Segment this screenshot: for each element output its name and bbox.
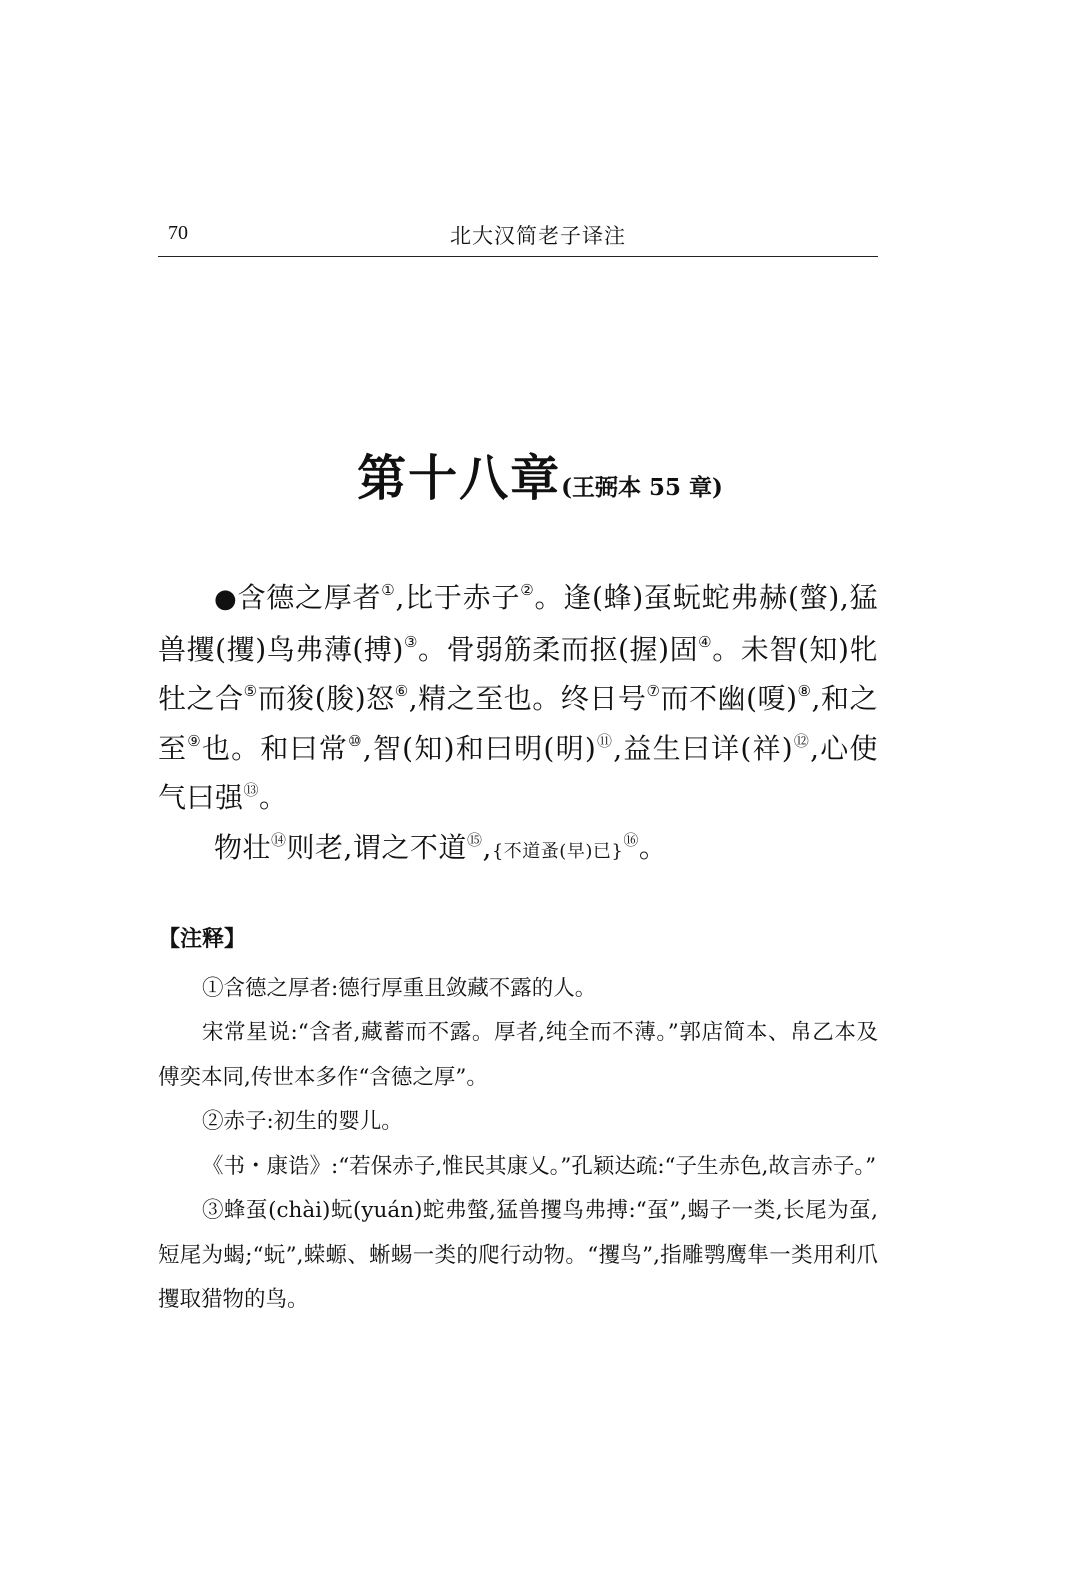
bracketed-insertion: {不道蚤(早)已} bbox=[491, 840, 624, 862]
footnote-marker[interactable]: ⑭ bbox=[271, 830, 287, 849]
footnote-marker[interactable]: ③ bbox=[403, 632, 419, 651]
annotations-heading: 【注释】 bbox=[158, 927, 247, 952]
footnote-marker[interactable]: ⑨ bbox=[187, 731, 202, 750]
main-paragraph-1 bbox=[158, 573, 878, 823]
text-segment: 则老,谓之不道 bbox=[286, 830, 467, 864]
main-paragraph-2 bbox=[158, 823, 878, 877]
text-segment: 含德之厚者 bbox=[237, 581, 382, 614]
text-segment: ,精之至也。终日号 bbox=[408, 682, 647, 715]
book-title: 北大汉简老子译注 bbox=[450, 224, 626, 248]
note-2: ②赤子:初生的婴儿。 bbox=[202, 1109, 403, 1134]
chapter-heading bbox=[0, 440, 1080, 510]
footnote-marker[interactable]: ⑫ bbox=[793, 731, 811, 750]
text-segment: 而狻(朘)怒 bbox=[257, 682, 395, 715]
chapter-subtitle: (王弼本 55 章) bbox=[561, 474, 723, 501]
page-number: 70 bbox=[168, 222, 188, 244]
bullet-icon: ● bbox=[214, 584, 238, 614]
text-segment: 也。和曰常 bbox=[201, 731, 349, 765]
text-segment: , bbox=[482, 830, 492, 864]
chapter-title: 第十八章 bbox=[357, 449, 562, 507]
text-segment: ,比于赤子 bbox=[395, 581, 521, 614]
text-segment: ,益生曰详(祥) bbox=[613, 731, 794, 765]
main-text bbox=[158, 573, 878, 876]
text-segment: 。骨弱筋柔而抠(握)固 bbox=[418, 632, 699, 666]
note-1: ①含德之厚者:德行厚重且敛藏不露的人。 bbox=[202, 975, 597, 1001]
text-segment: ,和之至 bbox=[158, 682, 879, 765]
footnote-marker[interactable]: ⑥ bbox=[394, 682, 409, 700]
text-segment: ,智(知)和曰明(明) bbox=[362, 731, 597, 765]
running-header bbox=[158, 216, 878, 257]
text-segment: 。未智(知)牝牡之合 bbox=[158, 632, 878, 715]
footnote-marker[interactable]: ⑤ bbox=[243, 682, 258, 700]
footnote-marker[interactable]: ⑩ bbox=[348, 731, 363, 750]
text-segment: 而不幽(嗄) bbox=[660, 682, 798, 715]
footnote-marker[interactable]: ⑪ bbox=[596, 731, 614, 750]
footnote-marker[interactable]: ④ bbox=[698, 632, 713, 651]
footnote-marker[interactable]: ② bbox=[520, 581, 535, 599]
footnote-marker[interactable]: ① bbox=[381, 581, 396, 599]
note-2-commentary: 《书・康诰》:“若保赤子,惟民其康乂。”孔颖达疏:“子生赤色,故言赤子。” bbox=[202, 1153, 877, 1179]
footnote-marker[interactable]: ⑦ bbox=[646, 682, 661, 700]
text-segment: ,心使气曰强 bbox=[158, 731, 878, 814]
footnote-marker[interactable]: ⑯ bbox=[623, 830, 639, 849]
footnote-marker[interactable]: ⑬ bbox=[243, 781, 260, 799]
footnote-marker[interactable]: ⑧ bbox=[797, 682, 812, 700]
note-1-commentary: 宋常星说:“含者,藏蓄而不露。厚者,纯全而不薄。”郭店简本、帛乙本及傅奕本同,传世本多作“含德之厚”。 bbox=[158, 1020, 878, 1090]
note-3: ③蜂虿(chài)蚖(yuán)蛇弗螫,猛兽攫鸟弗搏:“虿”,蝎子一类,长尾为虿,短尾为蝎;“蚖”,蝾螈、蜥蜴一类的爬行动物。“攫鸟”,指雕鹗鹰隼一类用利爪攫取猎物的鸟。 bbox=[158, 1198, 878, 1312]
text-segment: 。 bbox=[638, 830, 668, 864]
text-segment: 物壮 bbox=[214, 830, 272, 864]
text-segment: 。逢(蜂)虿蚖蛇弗赫(螫),猛兽攫(攫)鸟弗薄(搏) bbox=[158, 581, 878, 666]
text-segment: 。 bbox=[259, 781, 288, 814]
footnote-marker[interactable]: ⑮ bbox=[466, 830, 483, 849]
annotations-section bbox=[158, 918, 878, 1323]
